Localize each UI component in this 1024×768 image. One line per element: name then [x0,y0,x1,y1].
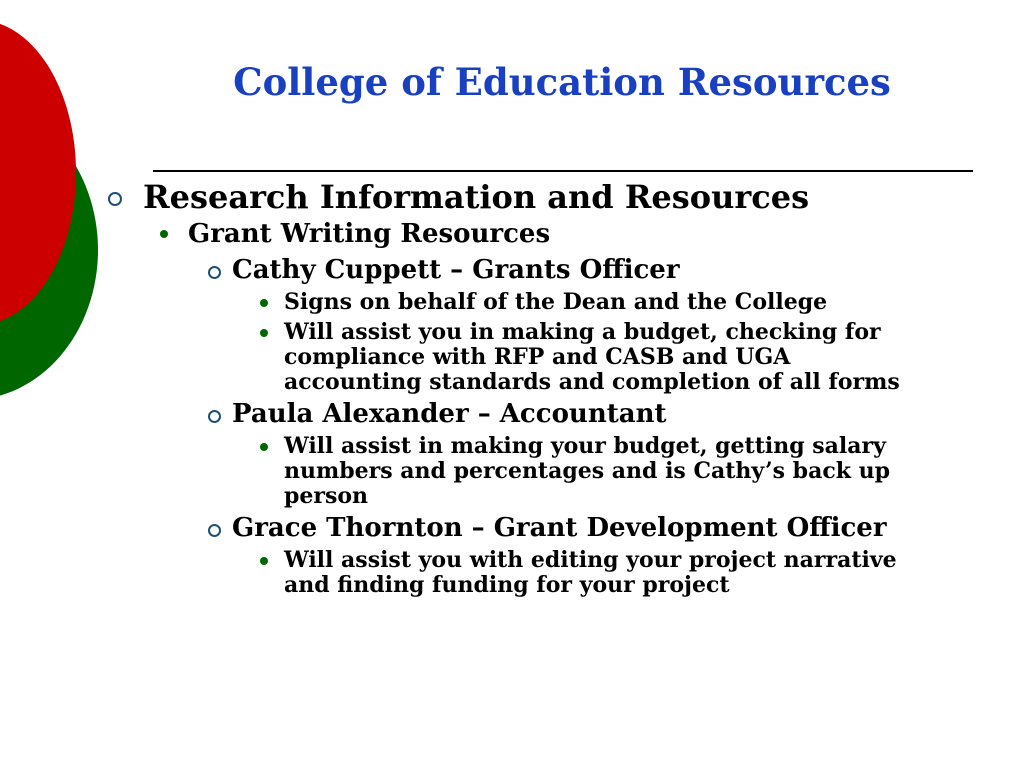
title-rule [153,170,973,172]
dot-bullet-icon [260,443,268,451]
detail-line: Will assist you in making a budget, checking for [284,319,881,345]
dot-bullet-icon [260,329,268,337]
contact-name: Grace Thornton – Grant Development Officer [232,513,887,543]
contact-name: Cathy Cuppett – Grants Officer [232,255,680,285]
detail-line: accounting standards and completion of all forms [284,369,900,395]
contact-name: Paula Alexander – Accountant [232,399,667,429]
detail-line: person [284,483,369,509]
hollow-bullet-icon [208,410,221,423]
dot-bullet-icon [260,557,268,565]
detail-line: numbers and percentages and is Cathy’s back up [284,458,890,484]
hollow-bullet-icon [208,524,221,537]
subheading-text: Grant Writing Resources [188,219,551,249]
slide-title: College of Education Resources [233,60,891,104]
detail-line: Will assist in making your budget, getting salary [284,433,886,459]
detail-line: compliance with RFP and CASB and UGA [284,344,791,370]
hollow-bullet-icon [208,266,221,279]
detail-line: Signs on behalf of the Dean and the College [284,289,828,315]
detail-line: and finding funding for your project [284,572,730,598]
detail-line: Will assist you with editing your project narrative [284,547,897,573]
hollow-bullet-icon [108,192,122,206]
dot-bullet-icon [160,230,168,238]
heading-text: Research Information and Resources [143,178,810,216]
dot-bullet-icon [260,299,268,307]
